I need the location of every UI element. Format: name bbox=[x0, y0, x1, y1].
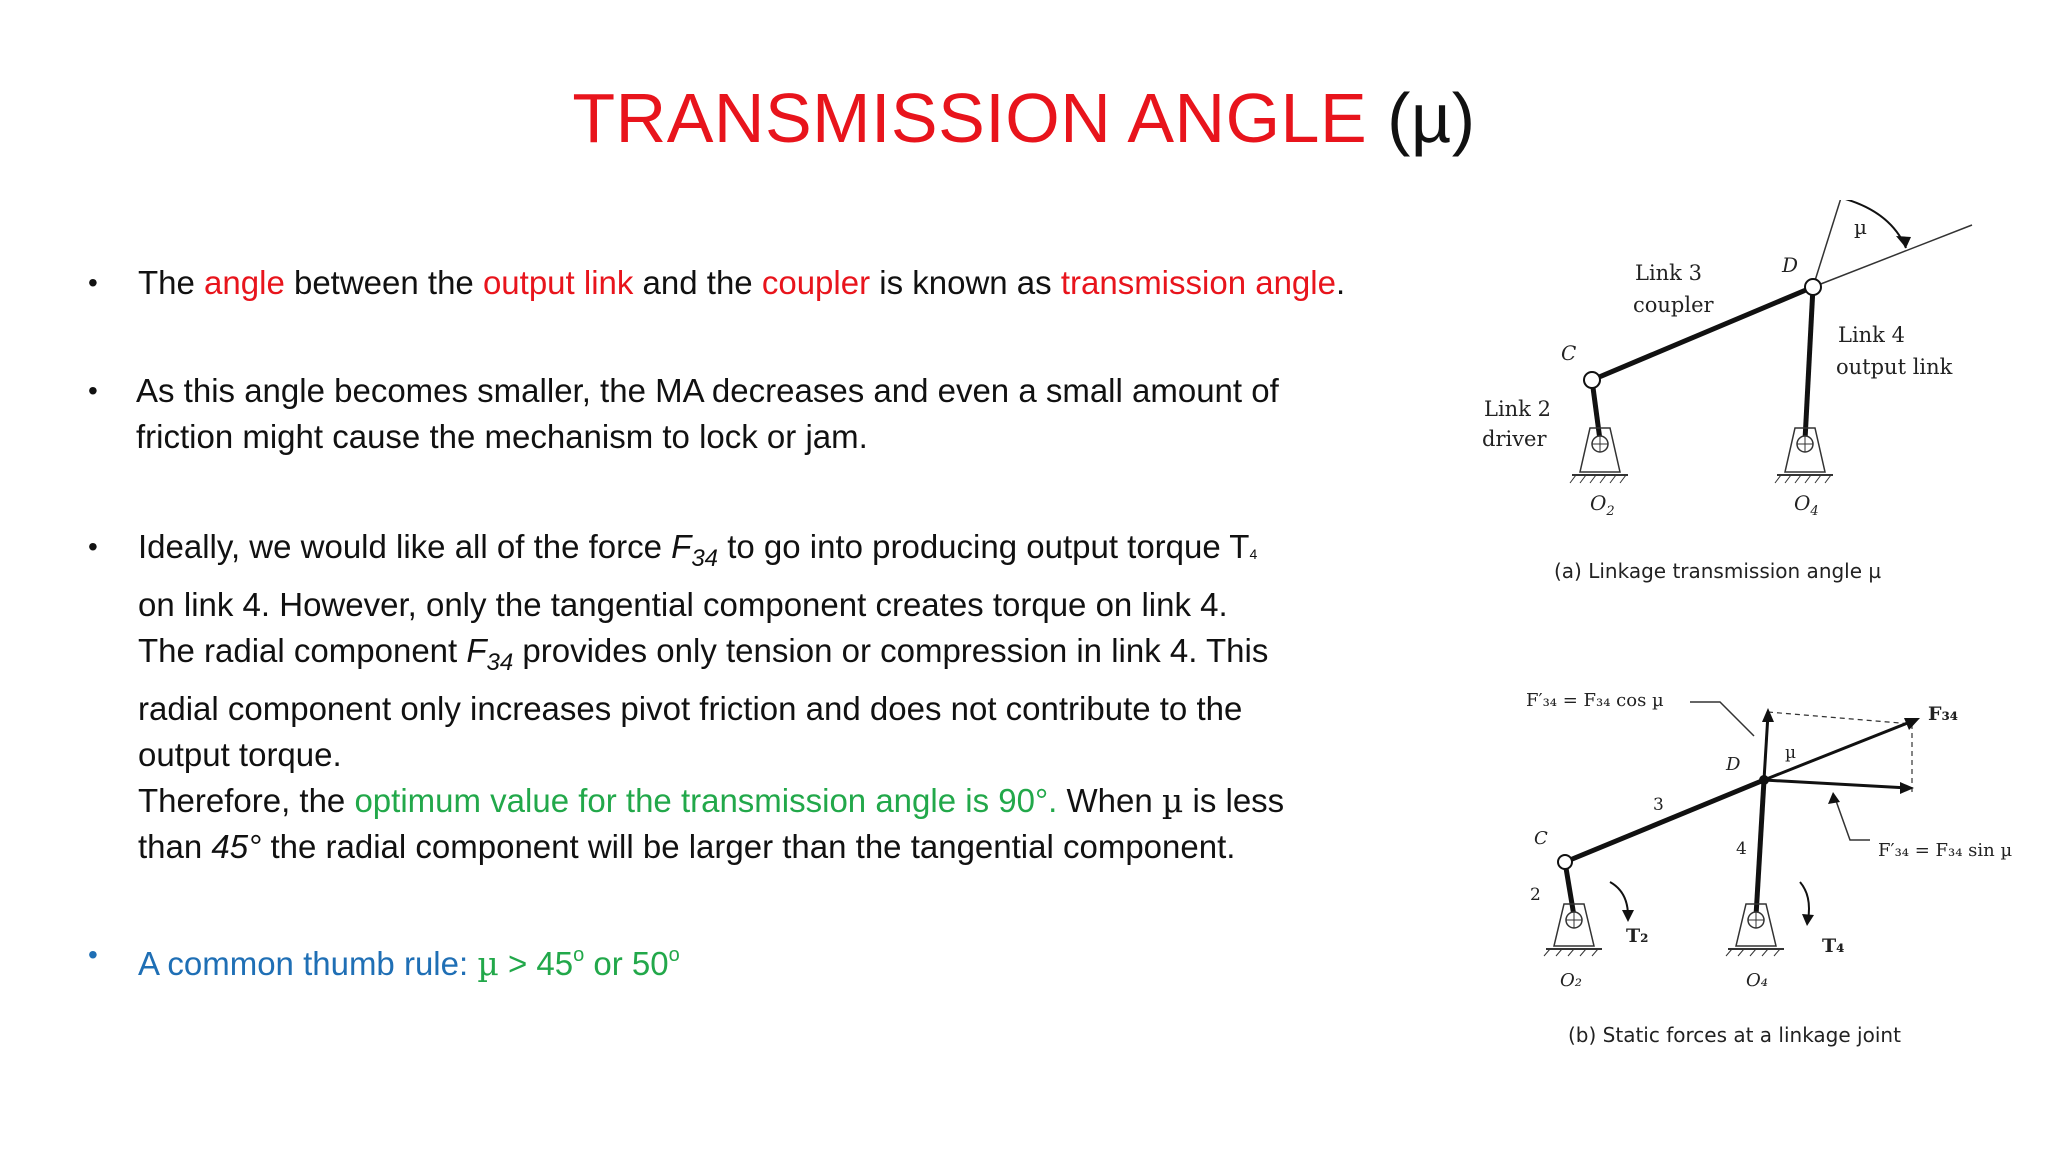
ground-pivot-o4 bbox=[1726, 904, 1784, 956]
degree-sup: o bbox=[668, 944, 680, 966]
force-tangential-arrowhead bbox=[1900, 782, 1914, 794]
joint-d bbox=[1805, 279, 1821, 295]
text-run: the radial component will be larger than the tangential component. bbox=[261, 828, 1236, 865]
slide-title bbox=[0, 78, 2048, 158]
caption-b: (b) Static forces at a linkage joint bbox=[1568, 1023, 1901, 1047]
leader-tangential bbox=[1835, 798, 1870, 840]
highlight-transmission-angle: transmission angle bbox=[1060, 264, 1336, 301]
figure-static-forces bbox=[1510, 670, 2030, 1060]
text-run: . bbox=[1335, 264, 1346, 301]
torque-subscript: 4 bbox=[1249, 546, 1258, 562]
figure-linkage-transmission-angle bbox=[1460, 200, 2020, 600]
force-symbol: F bbox=[671, 528, 692, 565]
text-line: friction might cause the mechanism to lock or jam. bbox=[136, 418, 868, 455]
label-link-4: Link 4 bbox=[1838, 323, 1905, 347]
text-run: to go into producing output torque T bbox=[718, 528, 1250, 565]
text-run: and the bbox=[633, 264, 762, 301]
force-tangential-vector bbox=[1764, 780, 1908, 788]
text-run: The radial component bbox=[138, 632, 467, 669]
label-link-4-number: 4 bbox=[1736, 839, 1747, 859]
label-o2: $O_2$ bbox=[1590, 491, 1615, 519]
title-text: TRANSMISSION ANGLE bbox=[572, 79, 1368, 157]
label-o4: O₄ bbox=[1746, 970, 1768, 991]
text-line bbox=[138, 628, 1468, 686]
link-4 bbox=[1756, 780, 1764, 916]
label-coupler: coupler bbox=[1633, 293, 1714, 317]
thumb-rule-label: A common thumb rule: bbox=[138, 945, 478, 982]
joint-d bbox=[1759, 775, 1769, 785]
torque-t4-arrowhead bbox=[1802, 914, 1814, 926]
leader-arrowhead bbox=[1828, 792, 1840, 804]
bullet-dot: • bbox=[88, 267, 98, 298]
link-4-output bbox=[1805, 287, 1813, 440]
link-2-driver bbox=[1592, 380, 1600, 440]
text-run: provides only tension or compression in link 4. This bbox=[513, 632, 1269, 669]
mu-symbol: µ bbox=[1161, 781, 1184, 820]
caption-a: (a) Linkage transmission angle µ bbox=[1554, 559, 1882, 583]
text-run: between the bbox=[284, 264, 483, 301]
title-symbol: (µ) bbox=[1387, 79, 1476, 157]
label-o4: $O_4$ bbox=[1794, 491, 1819, 519]
label-c: C bbox=[1561, 341, 1577, 365]
highlight-coupler: coupler bbox=[761, 264, 871, 301]
ground-pivot-o2 bbox=[1570, 428, 1628, 483]
text-line bbox=[138, 778, 1468, 824]
mu-label: µ bbox=[1854, 215, 1867, 239]
joint-c bbox=[1558, 855, 1572, 869]
text-line bbox=[138, 824, 1468, 870]
label-t2: T₂ bbox=[1626, 925, 1649, 947]
bullet-dot: • bbox=[88, 375, 98, 406]
degree-sup: o bbox=[573, 944, 585, 966]
force-radial-vector bbox=[1764, 714, 1768, 780]
label-o2: O₂ bbox=[1560, 970, 1582, 991]
bullet-text bbox=[138, 932, 1468, 987]
mu-extension-line bbox=[1813, 225, 1972, 287]
force-symbol: F bbox=[466, 632, 487, 669]
leader-radial bbox=[1690, 702, 1754, 736]
text-line: on link 4. However, only the tangential component creates torque on link 4. bbox=[138, 586, 1228, 623]
joint-c bbox=[1584, 372, 1600, 388]
thumb-rule-value: or 50 bbox=[584, 945, 669, 982]
highlight-angle: angle bbox=[204, 264, 285, 301]
torque-t2-arrowhead bbox=[1622, 910, 1634, 922]
ground-pivot-o4 bbox=[1775, 428, 1833, 483]
mu-symbol: µ bbox=[477, 944, 499, 983]
text-run: than bbox=[138, 828, 212, 865]
label-link-3: Link 3 bbox=[1635, 261, 1702, 285]
bullet-dot: • bbox=[88, 939, 98, 970]
text-run: The bbox=[138, 264, 205, 301]
text-line: As this angle becomes smaller, the MA decreases and even a small amount of bbox=[136, 372, 1279, 409]
force-subscript: 34 bbox=[486, 649, 514, 676]
link-2 bbox=[1565, 862, 1574, 916]
text-run: is less bbox=[1183, 782, 1285, 819]
link-3 bbox=[1565, 780, 1764, 862]
bullet-text bbox=[136, 368, 1466, 460]
label-link-3-number: 3 bbox=[1653, 795, 1664, 815]
text-run: When bbox=[1057, 782, 1162, 819]
text-line: radial component only increases pivot friction and does not contribute to the bbox=[138, 690, 1243, 727]
label-driver: driver bbox=[1482, 427, 1547, 451]
force-radial-arrowhead bbox=[1762, 708, 1774, 722]
ground-pivot-o2 bbox=[1544, 904, 1602, 956]
thumb-rule-value: > 45 bbox=[498, 945, 574, 982]
highlight-optimum: optimum value for the transmission angle is 90°. bbox=[354, 782, 1058, 819]
mu-reference-line bbox=[1813, 200, 1846, 287]
label-link-2: Link 2 bbox=[1484, 397, 1551, 421]
bullet-text bbox=[138, 524, 1468, 870]
text-run: Therefore, the bbox=[138, 782, 355, 819]
label-f34: F₃₄ bbox=[1928, 703, 1959, 725]
label-output-link: output link bbox=[1836, 355, 1953, 379]
bullet-dot: • bbox=[88, 531, 98, 562]
dashed-line bbox=[1768, 712, 1912, 724]
mu-arc bbox=[1838, 200, 1906, 248]
mu-arrowhead bbox=[1896, 236, 1911, 248]
text-line: output torque. bbox=[138, 736, 342, 773]
label-d: D bbox=[1782, 253, 1799, 277]
label-d: D bbox=[1726, 754, 1741, 775]
label-radial-equation: F′₃₄ = F₃₄ cos µ bbox=[1526, 690, 1664, 711]
text-run: is known as bbox=[870, 264, 1061, 301]
angle-45: 45° bbox=[211, 828, 262, 865]
text-line bbox=[138, 524, 1468, 582]
label-mu: µ bbox=[1785, 743, 1797, 763]
text-run: Ideally, we would like all of the force bbox=[138, 528, 672, 565]
force-subscript: 34 bbox=[691, 545, 719, 572]
label-t4: T₄ bbox=[1822, 935, 1845, 957]
bullet-text bbox=[138, 260, 1468, 306]
label-tangential-equation: F′₃₄ = F₃₄ sin µ bbox=[1878, 840, 2013, 861]
label-link-2-number: 2 bbox=[1530, 885, 1541, 905]
label-c: C bbox=[1534, 828, 1548, 849]
highlight-output-link: output link bbox=[482, 264, 634, 301]
